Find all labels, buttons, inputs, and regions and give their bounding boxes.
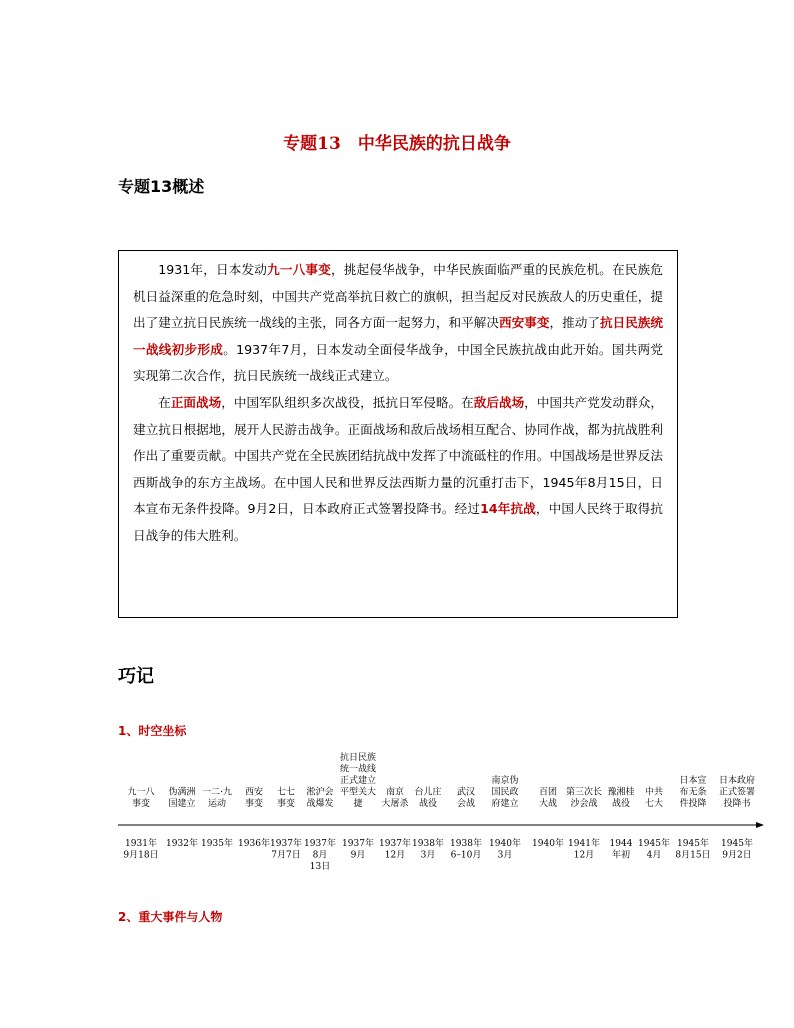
timeline-event-label: 事变	[276, 799, 296, 809]
timeline-event-label: 战爆发	[306, 799, 334, 809]
timeline-event-label: 正式建立	[339, 776, 377, 786]
timeline-event-label: 大战	[538, 799, 558, 809]
section-2-heading	[118, 908, 222, 925]
timeline-event-label: 会战	[456, 799, 476, 809]
highlight-term: 西安事变	[498, 315, 550, 331]
timeline-date-label: 1938年	[450, 839, 482, 849]
memory-heading: 巧记	[118, 666, 154, 687]
highlight-term: 九一八事变	[267, 262, 331, 277]
summary-text: 。1937年7月，日本发动全面侵华战争，中国全民族抗战由此开始。国共两党实现第二次合作，抗日民族统一战线正式建立。	[133, 341, 663, 384]
timeline-event-label: 南京	[385, 787, 405, 798]
timeline-event-label: 豫湘桂	[607, 787, 635, 798]
summary-text: ，中国人民终于取得抗日战争的伟大胜利。	[133, 501, 664, 543]
timeline-date-label: 6–10月	[450, 850, 482, 861]
timeline-event-label: 平型关大	[339, 787, 377, 798]
timeline-event-label: 西安	[244, 787, 264, 798]
timeline-date-label: 1944	[609, 839, 633, 849]
timeline-date-label: 1940年	[489, 839, 521, 849]
timeline-date-label: 1938年	[412, 839, 444, 849]
timeline-event-label: 抗日民族	[339, 753, 377, 763]
timeline-event-label: 国民政	[491, 787, 519, 798]
timeline-arrow-icon	[756, 822, 764, 828]
timeline-date-label: 1945年	[677, 839, 709, 849]
timeline-date-label: 3月	[420, 850, 436, 861]
timeline-event-label: 百团	[538, 787, 558, 798]
highlight-term: 敌后战场	[473, 394, 525, 410]
timeline-date-label: 3月	[497, 850, 513, 861]
highlight-term: 14年抗战	[480, 501, 536, 517]
timeline-date-label: 1941年	[568, 839, 600, 849]
highlight-term: 抗日民族统一战线初步形成	[133, 315, 664, 357]
timeline-date-label: 1937年	[342, 839, 374, 849]
timeline-date-label: 8月15日	[675, 850, 711, 861]
timeline-date-label: 1935年	[201, 839, 233, 849]
summary-text: 在	[158, 394, 171, 410]
timeline-date-label: 1937年	[270, 839, 302, 849]
summary-text: ，挑起侵华战争，中华民族面临严重的民族危机。在民族危机日益深重的危急时刻，中国共产党高举抗日救亡的旗帜，担当起反对民族敌人的历史重任，提出了建立抗日民族统一战线的主张，同各方面一起努力，和平解决	[133, 262, 664, 331]
summary-text: ，中国军队组织多次战役，抵抗日军侵略。在	[221, 394, 474, 410]
timeline-event-label: 日本政府	[718, 776, 756, 786]
timeline-date-label: 1936年	[238, 839, 270, 849]
timeline-event-label: 战役	[418, 799, 438, 809]
timeline-event-label: 淞沪会	[306, 787, 334, 798]
timeline-date-label: 1945年	[638, 839, 670, 849]
section-1-label: 时空坐标	[138, 724, 187, 738]
timeline-event-label: 正式签署	[718, 787, 756, 798]
page-title: 专题13 中华民族的抗日战争	[283, 134, 511, 154]
timeline-event-label: 中共	[644, 787, 664, 798]
section-2-label: 重大事件与人物	[138, 910, 223, 924]
timeline-event-label: 战役	[611, 799, 631, 809]
section-2-number: 2、	[118, 910, 139, 924]
timeline-event-label: 大屠杀	[381, 799, 409, 809]
timeline-event-label: 国建立	[168, 799, 196, 809]
timeline-event-label: 七大	[644, 799, 664, 809]
timeline-event-label: 捷	[353, 799, 363, 809]
timeline-event-label: 一二·九	[202, 787, 232, 798]
timeline-date-label: 1937年	[304, 839, 336, 849]
section-1-number: 1、	[118, 724, 139, 738]
highlight-term: 正面战场	[170, 394, 222, 410]
timeline-date-label: 12月	[384, 850, 406, 861]
summary-text: 1931年，日本发动	[158, 262, 268, 277]
timeline-date-label: 1932年	[166, 839, 198, 849]
timeline-date-label: 9月2日	[722, 850, 752, 861]
timeline-event-label: 南京伪	[491, 776, 519, 786]
summary-text: ，中国共产党发动群众，建立抗日根据地，展开人民游击战争。正面战场和敌后战场相互配合、协同作战，都为抗战胜利作出了重要贡献。中国共产党在全民族团结抗战中发挥了中流砥柱的作用。中国战场是世界反法西斯战争的东方主战场。在中国人民和世界反法西斯力量的沉重打击下，1945年8月15日，日本宣布无条件投降。9月2日，日本政府正式签署投降书。经过	[133, 394, 664, 517]
timeline-date-label: 1937年	[379, 839, 411, 849]
timeline-event-label: 台儿庄	[414, 787, 442, 798]
timeline-event-label: 布无条	[679, 787, 707, 798]
timeline-event-label: 府建立	[491, 799, 519, 809]
timeline-event-label: 日本宣	[679, 776, 707, 786]
timeline-date-label: 1940年	[532, 839, 564, 849]
summary-text: ，推动了	[549, 315, 600, 331]
timeline-date-label: 9月18日	[123, 850, 159, 861]
timeline-date-label: 13日	[309, 862, 331, 872]
timeline-date-label: 年初	[611, 850, 631, 861]
timeline-date-label: 12月	[573, 850, 595, 861]
timeline-date-label: 9月	[350, 850, 366, 861]
timeline-event-label: 事变	[244, 799, 264, 809]
timeline-event-label: 伪满洲	[168, 787, 196, 798]
timeline-event-label: 投降书	[723, 799, 751, 809]
timeline-event-label: 事变	[131, 799, 151, 809]
timeline-date-label: 8月	[312, 850, 328, 861]
timeline-event-label: 第三次长	[565, 787, 603, 798]
timeline-event-label: 统一战线	[339, 764, 377, 775]
timeline-date-label: 1945年	[721, 839, 753, 849]
timeline-date-label: 1931年	[125, 839, 157, 849]
timeline-event-label: 运动	[207, 799, 227, 809]
timeline-date-label: 7月7日	[271, 850, 301, 861]
overview-heading: 专题13概述	[118, 177, 205, 196]
timeline-date-label: 4月	[646, 850, 662, 861]
timeline-event-label: 七七	[276, 787, 296, 798]
timeline-event-label: 九一八	[127, 787, 155, 798]
timeline-event-label: 武汉	[456, 787, 476, 798]
timeline-event-label: 件投降	[679, 799, 707, 809]
timeline-event-label: 沙会战	[570, 799, 598, 809]
